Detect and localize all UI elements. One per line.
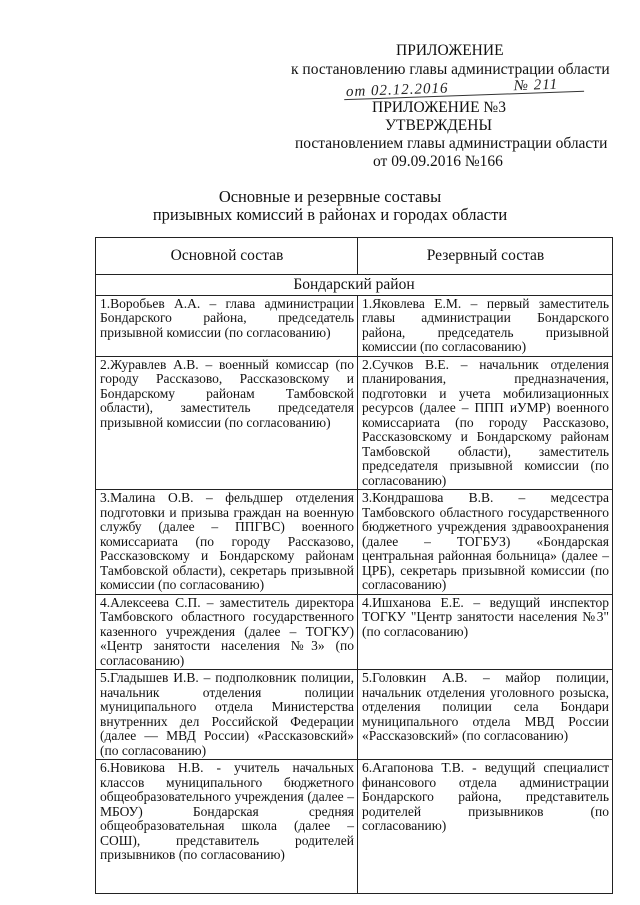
main-member-cell: 4.Алексеева С.П. – заместитель директора Тамбовского областного государственного казенного учреждения (далее – ТОГКУ) «Центр занятости населения №3» (по согласованию)	[96, 594, 358, 670]
reserve-member-cell: 6.Агапонова Т.В. - ведущий специалист финансового отдела администрации Бондарского района, представитель родителей призывников (по согласованию)	[358, 760, 613, 894]
table-row	[96, 490, 613, 595]
approved-by: постановлением главы администрации области	[295, 135, 608, 152]
handwritten-number: № 211	[513, 76, 559, 95]
document-title-line2: призывных комиссий в районах и городах области	[152, 205, 508, 224]
document-title-line1: Основные и резервные составы	[218, 187, 442, 206]
column-header-reserve: Резервный состав	[358, 238, 613, 275]
approved-label: УТВЕРЖДЕНЫ	[385, 117, 492, 134]
resolution-reference: к постановлению главы администрации области	[291, 61, 610, 78]
table-row	[96, 670, 613, 760]
commission-table	[95, 237, 613, 894]
reserve-member-cell: 5.Головкин А.В. – майор полиции, начальник отделения уголовного розыска, отделения полиции села Бондари муниципального отдела МВД России «Рассказовский» (по согласованию)	[358, 670, 613, 760]
main-member-cell: 5.Гладышев И.В. – подполковник полиции, начальник отделения полиции муниципального отдела Министерства внутренних дел Российской Федерации (далее — МВД России) «Рассказовский» (по согласованию)	[96, 670, 358, 760]
table-row	[96, 594, 613, 670]
table-row	[96, 760, 613, 894]
appendix-label: ПРИЛОЖЕНИЕ	[396, 42, 504, 59]
reserve-member-cell: 1.Яковлева Е.М. – первый заместитель главы администрации Бондарского района, председатель призывной комиссии (по согласованию)	[358, 295, 613, 356]
section-title: Бондарский район	[96, 275, 613, 296]
table-row	[96, 356, 613, 490]
approved-date: от 09.09.2016 №166	[373, 153, 503, 170]
main-member-cell: 6.Новикова Н.В. - учитель начальных классов муниципального бюджетного общеобразовательного учреждения (далее – МБОУ) Бондарская средняя общеобразовательная школа (далее – СОШ), представитель родителей призывников (по согласованию)	[96, 760, 358, 894]
main-member-cell: 3.Малина О.В. – фельдшер отделения подготовки и призыва граждан на военную службу (далее – ППГВС) военного комиссариата (по городу Рассказово, Рассказовскому и Бондарскому районам Тамбовской области), секретарь призывной комиссии (по согласованию)	[96, 490, 358, 595]
section-row	[96, 275, 613, 296]
main-member-cell: 2.Журавлев А.В. – военный комиссар (по городу Рассказово, Рассказовскому и Бондарскому районам Тамбовской области), заместитель председателя призывной комиссии (по согласованию)	[96, 356, 358, 490]
table-row	[96, 295, 613, 356]
main-member-cell: 1.Воробьев А.А. – глава администрации Бондарского района, председатель призывной комиссии (по согласованию)	[96, 295, 358, 356]
reserve-member-cell: 3.Кондрашова В.В. – медсестра Тамбовского областного государственного бюджетного учреждения здравоохранения (далее – ТОГБУЗ) «Бондарская центральная районная больница» (далее – ЦРБ), секретарь призывной комиссии (по согласованию)	[358, 490, 613, 595]
table-header-row	[96, 238, 613, 275]
appendix3-label: ПРИЛОЖЕНИЕ №3	[372, 99, 506, 116]
reserve-member-cell: 4.Ишханова Е.Е. – ведущий инспектор ТОГКУ "Центр занятости населения №3" (по согласованию)	[358, 594, 613, 670]
column-header-main: Основной состав	[96, 238, 358, 275]
reserve-member-cell: 2.Сучков В.Е. – начальник отделения планирования, предназначения, подготовки и учета мобилизационных ресурсов (далее – ППП иУМР) военного комиссариата (по городу Рассказово, Рассказовскому и Бондарскому районам Тамбовской области), заместитель председателя призывной комиссии (по согласованию)	[358, 356, 613, 490]
handwritten-date: от 02.12.2016	[345, 80, 449, 101]
